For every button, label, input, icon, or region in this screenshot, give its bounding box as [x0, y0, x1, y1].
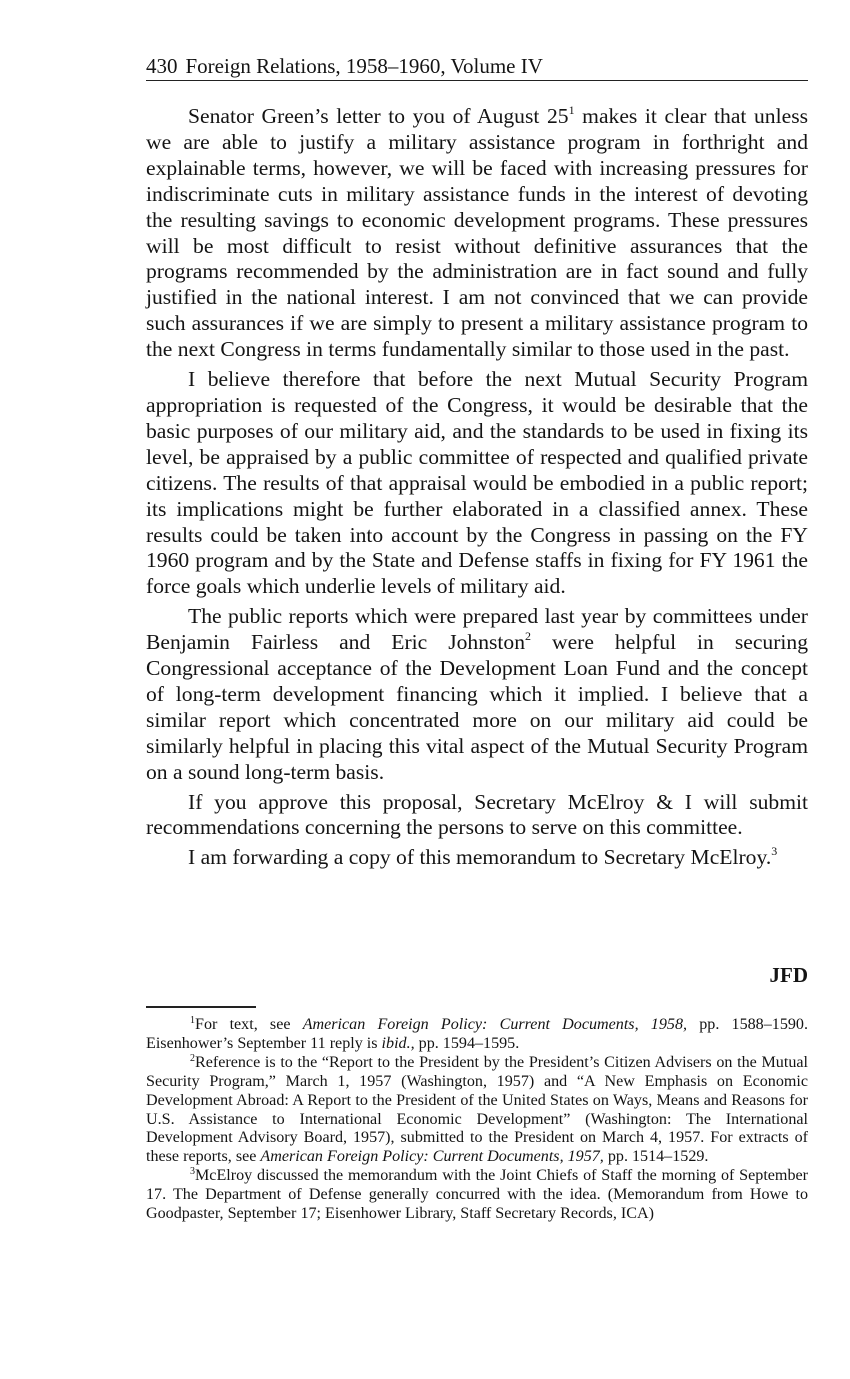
footnote-text: pp. 1514–1529.: [603, 1148, 709, 1166]
footnote-text: pp. 1594–1595.: [414, 1034, 520, 1052]
body-paragraph: I believe therefore that before the next Mutual Security Program appropriation is requested of the Congress, it would be desirable that the basic purposes of our military aid, and the standards to be used in fixing its level, be appraised by a public committee of respected and qualified private citizens. The results of that appraisal would be embodied in a public report; its implications might be further elaborated in a classified annex. These results could be taken into account by the Congress in passing on the FY 1960 program and by the State and Defense staffs in fixing for FY 1961 the force goals which underlie levels of military aid.: [146, 367, 808, 599]
signature-initials: JFD: [769, 963, 808, 987]
footnote-text: McElroy discussed the memorandum with the Joint Chiefs of Staff the morning of September 17. The Department of Defense generally concurred with the idea. (Memorandum from Howe to Goodpaster, September 17; Eisenhower Library, Staff Secretary Records, ICA): [146, 1167, 808, 1223]
italic-citation: ibid.,: [381, 1034, 415, 1052]
memorandum-body: [146, 104, 808, 875]
body-paragraph: Senator Green’s letter to you of August $25^1$ makes it clear that unless we are able to justify a military assistance program in forthright and explainable terms, however, we will be faced with increasing pressures for indiscriminate cuts in military assistance funds in the interest of devoting the resulting savings to economic development programs. These pressures will be most difficult to resist without definitive assurances that the programs recommended by the administration are in fact sound and fully justified in the national interest. I am not convinced that we can provide such assurances if we are simply to present a military assistance program to the next Congress in terms fundamentally similar to those used in the past.: [146, 103, 808, 362]
italic-citation: American Foreign Policy: Current Documents, 1958,: [302, 1016, 688, 1033]
italic-citation: American Foreign Policy: Current Documents, 1957,: [260, 1148, 604, 1166]
footnote-divider: [146, 1006, 256, 1008]
page-number: 430: [146, 54, 178, 78]
body-paragraph: If you approve this proposal, Secretary McElroy & I will submit recommendations concerning the persons to serve on this committee.: [146, 789, 808, 840]
footnote-number: 3: [190, 1166, 195, 1178]
body-paragraph: I am forwarding a copy of this memorandum to Secretary McElroy.$^3$: [188, 844, 778, 870]
running-head: [146, 52, 808, 81]
footnote-number: 2: [190, 1052, 195, 1064]
footnote-ref: 3: [771, 844, 778, 859]
footnote-1: [146, 1016, 808, 1054]
footnotes: [146, 1016, 808, 1224]
volume-title: Foreign Relations, 1958–1960, Volume IV: [185, 54, 543, 78]
footnote-text: For text, see: [195, 1016, 303, 1033]
footnote-2: [146, 1054, 808, 1167]
footnote-3: [146, 1167, 808, 1224]
footnote-ref: 2: [525, 629, 531, 644]
footnote-text: Reference is to the “Report to the President by the President’s Citizen Advisers on the Mutual Security Program,” March 1, 1957 (Washington, 1957) and “A New Emphasis on Economic Development Abroad: A Report to the President of the United States on Ways, Means and Reasons for U.S. Assistance to International Economic Development” (Washington: The International Development Advisory Board, 1957), submitted to the President on March 4, 1957. For extracts of these reports, see: [146, 1053, 808, 1166]
body-paragraph: The public reports which were prepared last year by committees under Benjamin Fairless and Eric Johnston$^2$ were helpful in securing Congressional acceptance of the Development Loan Fund and the concept of long-term development financing which it implied. I believe that a similar report which concentrated more on our military aid could be similarly helpful in placing this vital aspect of the Mutual Security Program on a sound long-term basis.: [146, 604, 808, 784]
footnote-text: pp. 1588–1590. Eisenhower’s September 11 reply is: [146, 1016, 808, 1052]
footnote-number: 1: [190, 1015, 195, 1026]
footnote-ref: 1: [568, 103, 575, 117]
